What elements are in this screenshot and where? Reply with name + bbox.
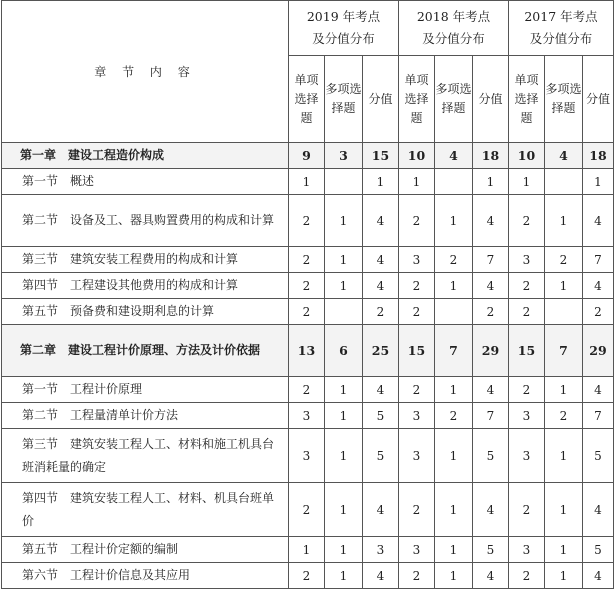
multi-choice-count: 1 — [545, 483, 583, 537]
section-row — [2, 483, 614, 537]
score-value: 4 — [473, 483, 509, 537]
single-choice-count: 2 — [289, 195, 325, 247]
section-title: 第二节 工程量清单计价方法 — [2, 403, 289, 429]
multi-choice-count: 1 — [435, 537, 473, 563]
score-value: 4 — [363, 483, 399, 537]
score-value: 2 — [473, 299, 509, 325]
section-row — [2, 403, 614, 429]
single-choice-count: 3 — [509, 403, 545, 429]
multi-choice-count: 1 — [545, 273, 583, 299]
score-value: 4 — [473, 273, 509, 299]
multi-choice-count: 1 — [325, 195, 363, 247]
score-value: 3 — [363, 537, 399, 563]
multi-choice-count — [435, 299, 473, 325]
multi-choice-count: 1 — [545, 195, 583, 247]
single-choice-header: 单项选择题 — [289, 56, 325, 143]
score-value: 5 — [363, 403, 399, 429]
multi-choice-header: 多项选择题 — [435, 56, 473, 143]
multi-choice-count: 1 — [325, 377, 363, 403]
score-value: 2 — [363, 299, 399, 325]
section-title: 第五节 预备费和建设期利息的计算 — [2, 299, 289, 325]
section-row — [2, 273, 614, 299]
score-value: 29 — [583, 325, 614, 377]
score-value: 4 — [363, 247, 399, 273]
score-value: 4 — [363, 563, 399, 589]
score-value: 18 — [473, 143, 509, 169]
single-choice-count: 3 — [399, 247, 435, 273]
section-row — [2, 247, 614, 273]
single-choice-count: 2 — [399, 273, 435, 299]
chapter-title: 第二章 建设工程计价原理、方法及计价依据 — [2, 325, 289, 377]
single-choice-count: 1 — [399, 169, 435, 195]
exam-points-table — [1, 0, 614, 589]
year-title: 2017 年考点 — [524, 9, 598, 24]
score-value: 4 — [363, 195, 399, 247]
single-choice-count: 2 — [399, 299, 435, 325]
single-choice-count: 2 — [289, 273, 325, 299]
single-choice-count: 2 — [509, 377, 545, 403]
single-choice-count: 2 — [399, 563, 435, 589]
score-value: 5 — [473, 537, 509, 563]
score-value: 4 — [363, 377, 399, 403]
single-choice-count: 13 — [289, 325, 325, 377]
single-choice-count: 1 — [509, 169, 545, 195]
single-choice-count: 3 — [509, 429, 545, 483]
single-choice-count: 2 — [509, 483, 545, 537]
multi-choice-count: 2 — [545, 247, 583, 273]
score-value: 4 — [583, 273, 614, 299]
single-choice-count: 15 — [399, 325, 435, 377]
single-choice-count: 1 — [289, 169, 325, 195]
single-choice-count: 15 — [509, 325, 545, 377]
chapter-content-header: 章 节 内 容 — [2, 1, 289, 143]
score-value: 15 — [363, 143, 399, 169]
section-title: 第二节 设备及工、器具购置费用的构成和计算 — [2, 195, 289, 247]
score-value: 4 — [583, 563, 614, 589]
single-choice-count: 10 — [399, 143, 435, 169]
single-choice-count: 2 — [509, 273, 545, 299]
section-title: 第四节 工程建设其他费用的构成和计算 — [2, 273, 289, 299]
single-choice-count: 3 — [399, 537, 435, 563]
score-header: 分值 — [363, 56, 399, 143]
score-header: 分值 — [473, 56, 509, 143]
score-value: 2 — [583, 299, 614, 325]
score-value: 1 — [583, 169, 614, 195]
year-title: 2018 年考点 — [416, 9, 491, 24]
multi-choice-count: 1 — [435, 377, 473, 403]
year-subtitle: 及分值分布 — [529, 31, 593, 46]
year-subtitle: 及分值分布 — [422, 31, 485, 46]
single-choice-count: 1 — [289, 537, 325, 563]
multi-choice-count — [325, 169, 363, 195]
single-choice-count: 9 — [289, 143, 325, 169]
score-value: 4 — [473, 195, 509, 247]
multi-choice-count — [325, 299, 363, 325]
score-header: 分值 — [583, 56, 614, 143]
single-choice-count: 2 — [289, 299, 325, 325]
multi-choice-count: 1 — [435, 429, 473, 483]
score-value: 1 — [363, 169, 399, 195]
single-choice-count: 2 — [399, 195, 435, 247]
multi-choice-count: 1 — [435, 563, 473, 589]
single-choice-count: 2 — [509, 195, 545, 247]
score-value: 4 — [583, 195, 614, 247]
multi-choice-count: 1 — [325, 273, 363, 299]
section-row — [2, 377, 614, 403]
multi-choice-count — [545, 299, 583, 325]
score-value: 7 — [473, 247, 509, 273]
multi-choice-header: 多项选择题 — [545, 56, 583, 143]
score-value: 7 — [473, 403, 509, 429]
section-row — [2, 429, 614, 483]
multi-choice-count: 1 — [545, 429, 583, 483]
single-choice-header: 单项选择题 — [399, 56, 435, 143]
section-row — [2, 169, 614, 195]
multi-choice-count: 1 — [325, 429, 363, 483]
section-row — [2, 299, 614, 325]
score-value: 4 — [583, 483, 614, 537]
multi-choice-count: 7 — [545, 325, 583, 377]
section-title: 第三节 建筑安装工程费用的构成和计算 — [2, 247, 289, 273]
section-title: 第四节 建筑安装工程人工、材料、机具台班单价 — [2, 483, 289, 537]
score-value: 29 — [473, 325, 509, 377]
single-choice-count: 10 — [509, 143, 545, 169]
multi-choice-count: 1 — [435, 483, 473, 537]
multi-choice-count: 7 — [435, 325, 473, 377]
single-choice-count: 3 — [399, 403, 435, 429]
score-value: 25 — [363, 325, 399, 377]
multi-choice-count: 2 — [545, 403, 583, 429]
single-choice-count: 3 — [509, 247, 545, 273]
score-value: 7 — [583, 403, 614, 429]
multi-choice-count: 2 — [435, 247, 473, 273]
score-value: 7 — [583, 247, 614, 273]
section-row — [2, 563, 614, 589]
multi-choice-count: 1 — [325, 483, 363, 537]
single-choice-count: 2 — [289, 483, 325, 537]
section-title: 第一节 工程计价原理 — [2, 377, 289, 403]
score-value: 5 — [473, 429, 509, 483]
score-value: 18 — [583, 143, 614, 169]
year-title: 2019 年考点 — [306, 9, 381, 24]
multi-choice-count: 1 — [435, 195, 473, 247]
single-choice-count: 2 — [289, 563, 325, 589]
single-choice-count: 2 — [509, 299, 545, 325]
score-value: 5 — [583, 537, 614, 563]
single-choice-count: 3 — [289, 403, 325, 429]
single-choice-count: 3 — [399, 429, 435, 483]
chapter-row — [2, 143, 614, 169]
single-choice-count: 3 — [289, 429, 325, 483]
multi-choice-count: 1 — [545, 377, 583, 403]
section-title: 第三节 建筑安装工程人工、材料和施工机具台班消耗量的确定 — [2, 429, 289, 483]
multi-choice-count: 3 — [325, 143, 363, 169]
section-title: 第一节 概述 — [2, 169, 289, 195]
single-choice-header: 单项选择题 — [509, 56, 545, 143]
multi-choice-count: 1 — [545, 537, 583, 563]
section-title: 第五节 工程计价定额的编制 — [2, 537, 289, 563]
section-row — [2, 537, 614, 563]
multi-choice-count: 1 — [325, 247, 363, 273]
score-value: 5 — [363, 429, 399, 483]
chapter-title: 第一章 建设工程造价构成 — [2, 143, 289, 169]
multi-choice-count: 1 — [435, 273, 473, 299]
multi-choice-count: 6 — [325, 325, 363, 377]
multi-choice-count: 1 — [325, 403, 363, 429]
year-2019-header — [289, 1, 399, 56]
section-row — [2, 195, 614, 247]
year-subtitle: 及分值分布 — [312, 31, 375, 46]
chapter-row — [2, 325, 614, 377]
multi-choice-count — [545, 169, 583, 195]
section-title: 第六节 工程计价信息及其应用 — [2, 563, 289, 589]
multi-choice-count: 1 — [325, 537, 363, 563]
multi-choice-count — [435, 169, 473, 195]
score-value: 4 — [363, 273, 399, 299]
single-choice-count: 2 — [289, 377, 325, 403]
score-value: 4 — [583, 377, 614, 403]
score-value: 1 — [473, 169, 509, 195]
multi-choice-count: 1 — [545, 563, 583, 589]
score-value: 4 — [473, 563, 509, 589]
year-2018-header — [399, 1, 509, 56]
single-choice-count: 2 — [289, 247, 325, 273]
multi-choice-count: 1 — [325, 563, 363, 589]
single-choice-count: 2 — [509, 563, 545, 589]
table-body — [2, 143, 614, 589]
multi-choice-count: 4 — [545, 143, 583, 169]
score-value: 4 — [473, 377, 509, 403]
multi-choice-count: 2 — [435, 403, 473, 429]
multi-choice-count: 4 — [435, 143, 473, 169]
single-choice-count: 2 — [399, 377, 435, 403]
multi-choice-header: 多项选择题 — [325, 56, 363, 143]
year-2017-header — [509, 1, 614, 56]
single-choice-count: 2 — [399, 483, 435, 537]
header-row-years — [2, 1, 614, 56]
single-choice-count: 3 — [509, 537, 545, 563]
score-value: 5 — [583, 429, 614, 483]
